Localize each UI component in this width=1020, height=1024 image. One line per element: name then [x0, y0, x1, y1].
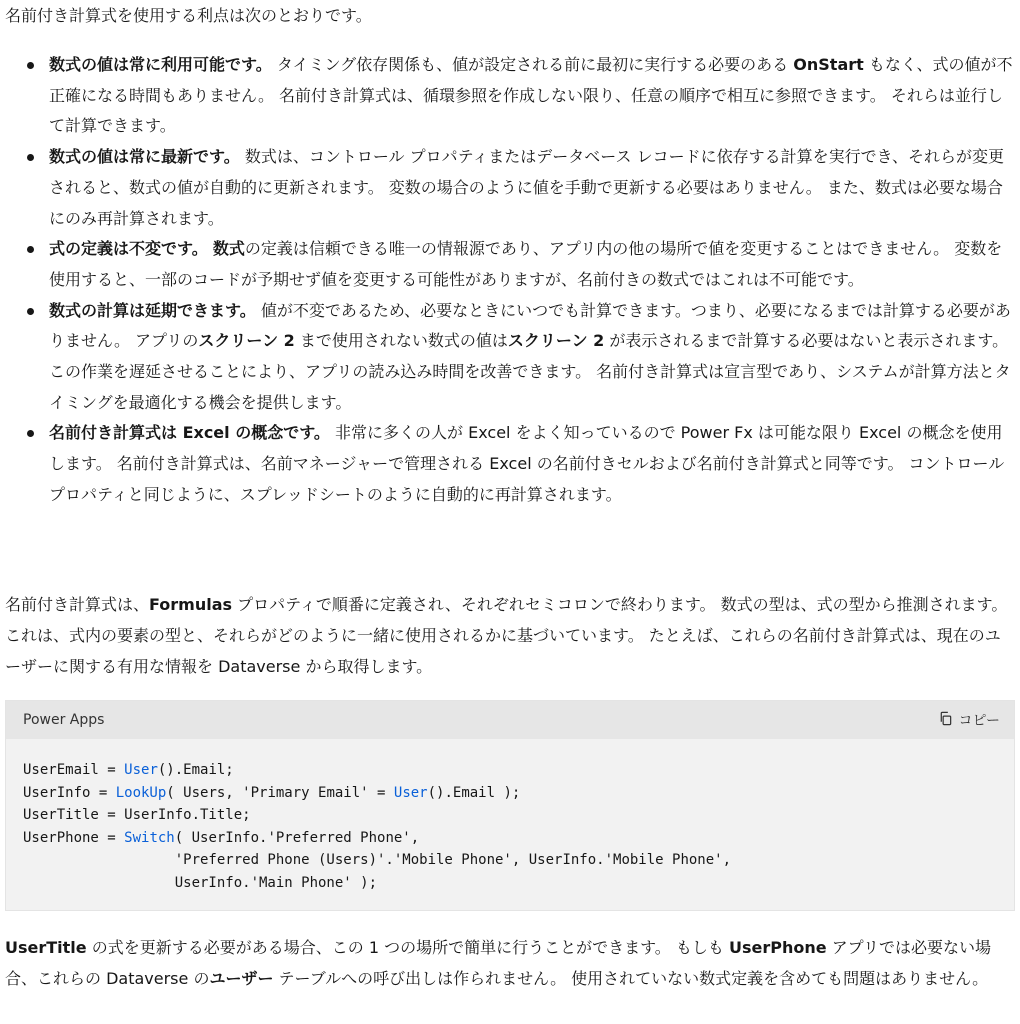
benefit-text: の定義は信頼できる唯一の情報源であり、アプリ内の他の場所で値を変更することはできません。 変数を使用すると、一部のコードが予期せず値を変更する可能性がありますが、名前付きの数式ではこれは不可能です。 — [49, 239, 1003, 289]
benefit-heading: 名前付き計算式は Excel の概念です。 — [49, 423, 330, 443]
code-line — [23, 807, 251, 823]
benefit-keyword: スクリーン 2 — [507, 331, 605, 351]
benefit-text: が表示されるまで計算する必要はないと表示されます。 この作業を遅延させることにより、アプリの読み込み時間を改善できます。 名前付き計算式は宣言型であり、システムが計算方法とタイミングを最適化する機会を提供します。 — [49, 331, 1011, 412]
user-table-keyword: ユーザー — [209, 969, 274, 988]
code-content[interactable] — [6, 739, 1014, 915]
benefit-keyword: OnStart — [793, 55, 864, 74]
list-item — [0, 234, 1020, 295]
benefit-text: 非常に多くの人が Excel をよく知っているので Power Fx は可能な限り Excel の概念を使用します。 名前付き計算式は、名前マネージャーで管理される Excel の名前付きセルおよび名前付き計算式と同等です。 コントロール プロパティと同じように、スプレッドシートのように自動的に再計算されます。 — [49, 423, 1005, 504]
code-token: ( UserInfo.'Preferred Phone', — [174, 829, 420, 846]
code-token: = — [368, 784, 394, 801]
para-text: 名前付き計算式は、 — [5, 595, 150, 614]
intro-paragraph: 名前付き計算式を使用する利点は次のとおりです。 — [5, 6, 372, 25]
code-token: ().Email ); — [427, 784, 521, 801]
benefit-text: まで使用されない数式の値は — [294, 331, 508, 351]
para-text: アプリでは必要ない場合、これらの Dataverse の — [5, 938, 992, 988]
code-token: 'Preferred Phone (Users)'.'Mobile Phone', UserInfo.'Mobile Phone', — [23, 852, 732, 869]
code-line — [23, 762, 234, 778]
code-block — [5, 700, 1015, 911]
code-token: UserTitle = UserInfo.Title; — [23, 807, 251, 824]
list-item — [0, 50, 1020, 142]
code-token: UserInfo = — [23, 784, 116, 801]
benefit-heading: 数式の値は常に最新です。 — [49, 147, 240, 167]
code-token: ( Users, — [166, 784, 243, 801]
copy-button[interactable] — [938, 710, 1000, 730]
benefit-text: タイミング依存関係も、値が設定される前に最初に実行する必要のある — [271, 55, 794, 74]
code-header — [6, 701, 1014, 739]
para-text: テーブルへの呼び出しは作られません。 使用されていない数式定義を含めても問題はありません。 — [273, 969, 989, 988]
code-line — [23, 830, 419, 846]
userphone-keyword: UserPhone — [728, 938, 827, 957]
benefits-list — [0, 50, 1020, 511]
code-token: ().Email; — [157, 762, 234, 778]
code-token: UserEmail = — [23, 762, 125, 778]
formulas-paragraph — [5, 589, 1013, 682]
benefit-heading: 数式の値は常に利用可能です。 — [49, 55, 272, 74]
benefit-heading: 数式の計算は延期できます。 — [49, 300, 256, 320]
para-text: プロパティで順番に定義され、それぞれセミコロンで終わります。 数式の型は、式の型から推測されます。これは、式内の要素の型と、それらがどのように一緒に使用されるかに基づいています。 たとえば、これらの名前付き計算式は、現在のユーザーに関する有用な情報を Dataverse から取得します。 — [5, 595, 1008, 676]
list-item — [0, 418, 1020, 510]
usertitle-paragraph — [5, 932, 1015, 994]
code-line — [23, 875, 377, 891]
code-function-token: Switch — [124, 829, 175, 846]
usertitle-keyword: UserTitle — [5, 938, 87, 957]
copy-label: コピー — [958, 713, 1000, 729]
benefit-text: もなく、式の値が不正確になる時間もありません。 名前付き計算式は、循環参照を作成しない限り、任意の順序で相互に参照できます。 それらは並行して計算できます。 — [49, 55, 1013, 136]
formulas-keyword: Formulas — [149, 595, 233, 614]
code-token: 'Primary Email' — [242, 784, 369, 801]
code-language-label: Power Apps — [23, 712, 105, 728]
para-text: の式を更新する必要がある場合、この 1 つの場所で簡単に行うことができます。 もしも — [86, 938, 729, 957]
code-function-token: User — [393, 784, 428, 801]
code-token: UserInfo.'Main Phone' ); — [23, 874, 378, 891]
list-item — [0, 296, 1020, 419]
code-function-token: User — [124, 762, 158, 778]
copy-icon — [938, 711, 953, 730]
code-line — [23, 852, 731, 868]
benefit-keyword: 数式 — [212, 239, 245, 259]
list-item — [0, 142, 1020, 234]
code-token: UserPhone = — [23, 829, 125, 846]
benefit-keyword: スクリーン 2 — [198, 331, 295, 351]
benefit-text: 値が不変であるため、必要なときにいつでも計算できます。つまり、必要になるまでは計算する必要がありません。 アプリの — [49, 300, 1011, 351]
code-function-token: LookUp — [115, 784, 167, 801]
code-line — [23, 785, 520, 801]
benefit-text: 数式は、コントロール プロパティまたはデータベース レコードに依存する計算を実行でき、それらが変更されると、数式の値が自動的に更新されます。 変数の場合のように値を手動で更新する必要はありません。 また、数式は必要な場合にのみ再計算されます。 — [49, 147, 1004, 228]
benefit-heading: 式の定義は不変です。 — [49, 239, 208, 259]
